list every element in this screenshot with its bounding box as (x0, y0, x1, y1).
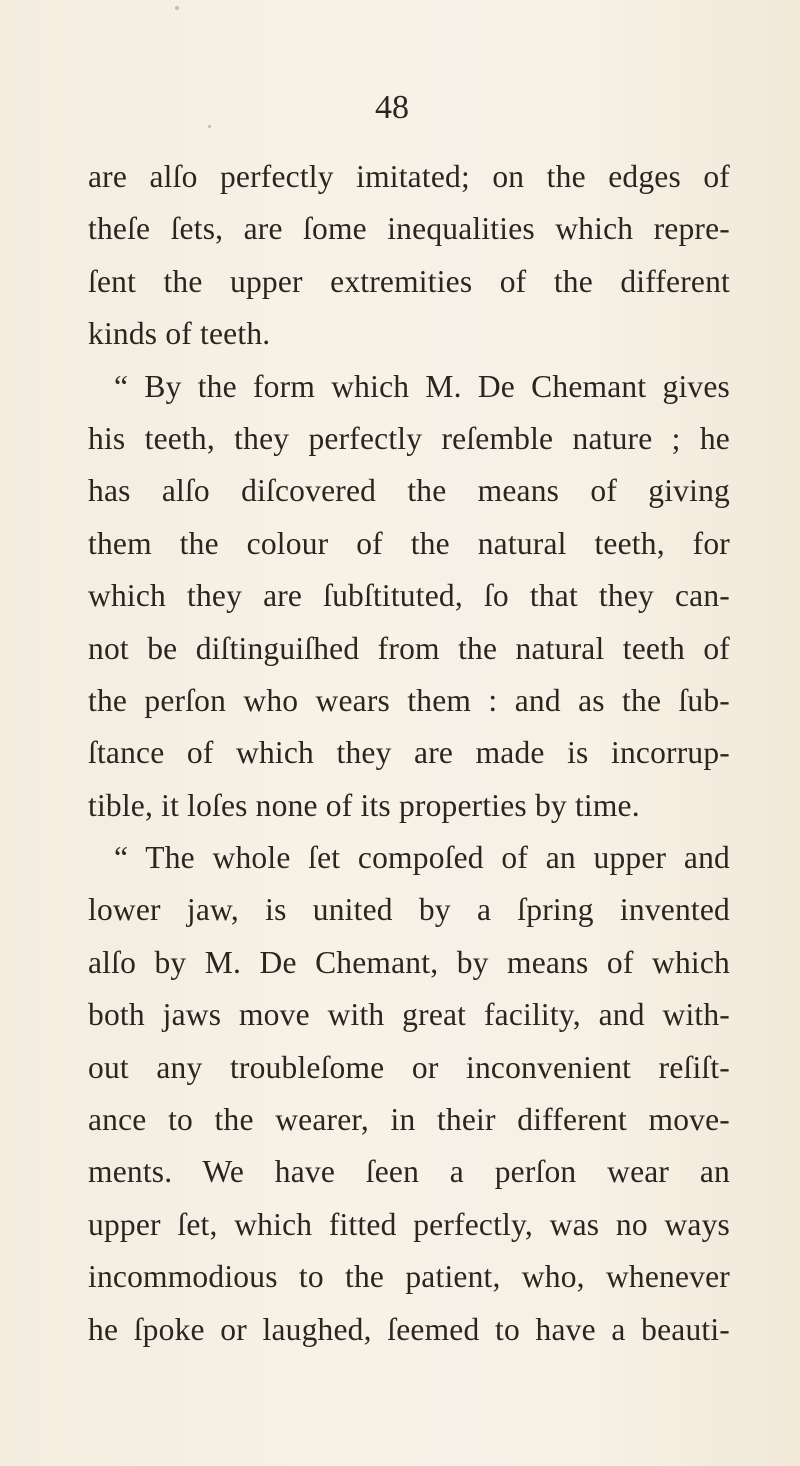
text-line: ance to the wearer, in their different move- (88, 1102, 730, 1138)
text-line: lower jaw, is united by a ſpring invented (88, 892, 730, 928)
text-line: not be diſtinguiſhed from the natural teeth of (88, 630, 730, 666)
paper-speck (175, 6, 179, 10)
text-line: kinds of teeth. (88, 316, 271, 352)
text-line: has alſo diſcovered the means of giving (88, 473, 730, 509)
text-line: the perſon who wears them : and as the ſub- (88, 682, 730, 718)
body-text (88, 151, 730, 1356)
text-line: which they are ſubſtituted, ſo that they can- (88, 578, 730, 614)
text-line: “ The whole ſet compoſed of an upper and (114, 840, 730, 876)
text-line: ments. We have ſeen a perſon wear an (88, 1154, 730, 1190)
text-line: alſo by M. De Chemant, by means of which (88, 944, 730, 980)
text-line: ſent the upper extremities of the different (88, 263, 730, 299)
text-line: “ By the form which M. De Chemant gives (114, 368, 730, 404)
text-line: are alſo perfectly imitated; on the edges of (88, 159, 730, 194)
text-line: upper ſet, which fitted perfectly, was no ways (88, 1206, 730, 1242)
text-line: incommodious to the patient, who, whenever (88, 1259, 730, 1295)
text-line: both jaws move with great facility, and with- (88, 997, 730, 1033)
text-line: them the colour of the natural teeth, for (88, 525, 730, 561)
text-line: out any troubleſome or inconvenient reſiſt- (88, 1049, 730, 1085)
page-number: 48 (375, 89, 409, 126)
text-line: he ſpoke or laughed, ſeemed to have a beauti- (88, 1311, 730, 1347)
text-line: ſtance of which they are made is incorrup- (88, 735, 730, 771)
text-line: tible, it loſes none of its properties by time. (88, 787, 640, 823)
text-line: his teeth, they perfectly reſemble nature ; he (88, 420, 730, 456)
text-line: theſe ſets, are ſome inequalities which repre- (88, 211, 730, 247)
